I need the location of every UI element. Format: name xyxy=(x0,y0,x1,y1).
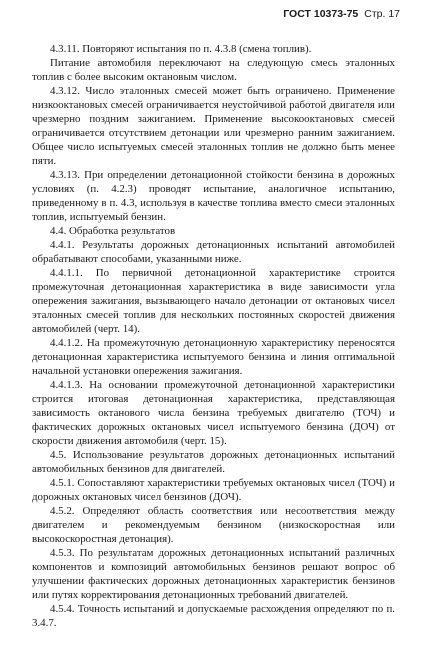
standard-number: ГОСТ 10373-75 xyxy=(283,8,359,20)
paragraph: 4.3.13. При определении детонационной стойкости бензина в дорожных условиях (п. 4.2.3) проводят испытание, аналогичное испытанию, приведенному в п. 4.3, используя в качестве топлива вместо смеси эталонных топлив, испытуемый бензин. xyxy=(32,169,395,223)
paragraph: 4.5.1. Сопоставляют характеристики требуемых октановых чисел (ТОЧ) и дорожных октановых чисел бензинов (ДОЧ). xyxy=(32,477,395,503)
paragraph: Питание автомобиля переключают на следующую смесь эталонных топлив с более высоким октановым числом. xyxy=(32,57,395,83)
paragraph: 4.5.3. По результатам дорожных детонационных испытаний различных компонентов и композиций автомобильных бензинов решают вопрос об улучшении фактических дорожных детонационных характеристик бензинов или путях корректирования детонационных требований двигателей. xyxy=(32,547,395,601)
section-heading: 4.4. Обработка результатов xyxy=(50,225,176,237)
page-number: Стр. 17 xyxy=(364,8,400,20)
paragraph: 4.4.1.1. По первичной детонационной характеристике строится промежуточная детонационная характеристика в виде зависимости угла опережения зажигания, вызывающего начало детонации от октановых чисел эталонных смесей топлив для нескольких постоянных скоростей движения автомобилей (черт. 14). xyxy=(32,267,395,335)
paragraph: 4.4.1.3. На основании промежуточной детонационной характеристики строится итоговая детонационная характеристика, представляющая зависимость октанового числа бензина требуемых двигателю (ТОЧ) и фактических дорожных октановых чисел испытуемого бензина (ДОЧ) от скорости движения автомобиля (черт. 15). xyxy=(32,379,395,447)
body-text xyxy=(32,42,395,630)
paragraph: 4.5.2. Определяют область соответствия или несоответствия между двигателем и рекомендуемым бензином (низкоскоростная или высокоскоростная детонация). xyxy=(32,505,395,545)
paragraph: 4.5. Использование результатов дорожных детонационных испытаний автомобильных бензинов для двигателей. xyxy=(32,449,395,475)
paragraph: 4.4.1. Результаты дорожных детонационных испытаний автомобилей обрабатывают способами, указанными ниже. xyxy=(32,239,395,265)
page-header xyxy=(283,8,400,20)
paragraph: 4.4.1.2. На промежуточную детонационную характеристику переносятся детонационная характеристика испытуемого бензина и линия оптимальной начальной установки опережения зажигания. xyxy=(32,337,395,377)
paragraph: 4.3.12. Число эталонных смесей может быть ограничено. Применение низкооктановых смесей ограничивается неустойчивой работой двигателя или чрезмерно поздним зажиганием. Применение высокооктановых смесей ограничивается отсутствием детонации или чрезмерно ранним зажиганием. Общее число испытуемых смесей эталонных топлив не должно быть менее пяти. xyxy=(32,85,395,167)
paragraph: 4.5.4. Точность испытаний и допускаемые расхождения определяют по п. 3.4.7. xyxy=(32,603,395,629)
paragraph: 4.3.11. Повторяют испытания по п. 4.3.8 (смена топлив). xyxy=(50,43,312,55)
